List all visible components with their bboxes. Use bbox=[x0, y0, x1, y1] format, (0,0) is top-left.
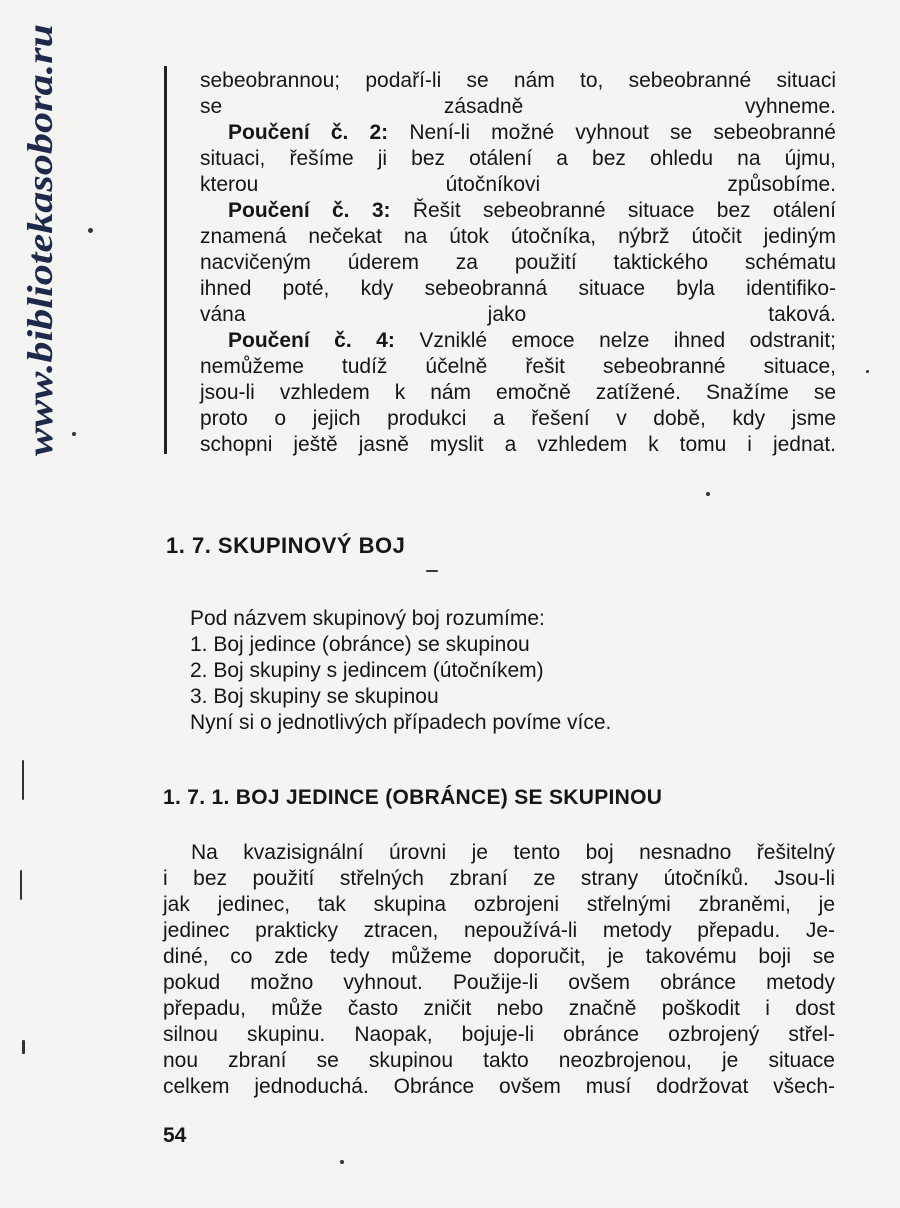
scan-speck bbox=[866, 370, 869, 373]
page-number: 54 bbox=[163, 1124, 187, 1147]
text-line: celkem jednoduchá. Obránce ovšem musí dodržovat všech- bbox=[163, 1075, 835, 1098]
watermark-graphic bbox=[14, 20, 64, 460]
text-line: jsou-li vzhledem k nám emočně zatížené. Snažíme se bbox=[200, 381, 836, 404]
text-line: silnou skupinu. Naopak, bojuje-li obránce ozbrojený střel- bbox=[163, 1023, 835, 1046]
lessons-block bbox=[200, 68, 836, 458]
text-line: kterou útočníkovi způsobíme. bbox=[200, 173, 836, 196]
quote-bar bbox=[164, 66, 167, 454]
watermark-text: www.bibliotekasobora.ru bbox=[20, 87, 60, 457]
list-item: 2. Boj skupiny s jedincem (útočníkem) bbox=[190, 659, 544, 682]
body-text bbox=[163, 840, 835, 1100]
text-line: pokud možno vyhnout. Použije-li ovšem obránce metody bbox=[163, 971, 835, 994]
text-line: se zásadně vyhneme. bbox=[200, 95, 836, 118]
text-line: Není-li možné vyhnout se sebeobranné bbox=[409, 121, 836, 144]
text-line: i bez použití střelných zbraní ze strany útočníků. Jsou-li bbox=[163, 867, 835, 890]
lesson-3-paragraph bbox=[200, 198, 836, 328]
list-intro: Pod názvem skupinový boj rozumíme: bbox=[190, 607, 545, 630]
list-outro: Nyní si o jednotlivých případech povíme více. bbox=[190, 711, 612, 734]
text-line: nacvičeným úderem za použití taktického schématu bbox=[200, 251, 836, 274]
text-line: schopni ještě jasně myslit a vzhledem k tomu i jednat. bbox=[200, 433, 836, 456]
text-line: Na kvazisignální úrovni je tento boj nesnadno řešitelný bbox=[191, 841, 835, 864]
text-line: Řešit sebeobranné situace bez otálení bbox=[412, 199, 836, 222]
lesson-2-paragraph bbox=[200, 120, 836, 198]
text-line: proto o jejich produkci a řešení v době, kdy jsme bbox=[200, 407, 836, 430]
lesson-label: Poučení č. 2: bbox=[228, 121, 389, 144]
scan-speck bbox=[22, 1040, 25, 1054]
lesson-4-paragraph bbox=[200, 328, 836, 458]
scan-speck bbox=[88, 228, 93, 233]
text-line: přepadu, může často zničit nebo značně poškodit i dost bbox=[163, 997, 835, 1020]
lesson-label: Poučení č. 4: bbox=[228, 329, 395, 352]
group-fight-list bbox=[190, 606, 750, 736]
text-line: ihned poté, kdy sebeobranná situace byla identifiko- bbox=[200, 277, 836, 300]
text-line: znamená nečekat na útok útočníka, nýbrž útočit jediným bbox=[200, 225, 836, 248]
body-paragraph bbox=[163, 840, 835, 1100]
list-item: 1. Boj jedince (obránce) se skupinou bbox=[190, 633, 530, 656]
text-line: Vzniklé emoce nelze ihned odstranit; bbox=[419, 329, 837, 352]
watermark bbox=[14, 20, 64, 460]
text-line: nou zbraní se skupinou takto neozbrojenou, je situace bbox=[163, 1049, 835, 1072]
text-line: situaci, řešíme ji bez otálení a bez ohledu na újmu, bbox=[200, 147, 836, 170]
list-item: 3. Boj skupiny se skupinou bbox=[190, 685, 439, 708]
scan-speck bbox=[340, 1160, 344, 1164]
scan-speck bbox=[426, 570, 438, 572]
text-line: vána jako taková. bbox=[200, 303, 836, 326]
lesson-label: Poučení č. 3: bbox=[228, 199, 391, 222]
text-line: sebeobrannou; podaří-li se nám to, sebeobranné situaci bbox=[200, 69, 836, 92]
text-line: jak jedinec, tak skupina ozbrojeni střelnými zbraněmi, je bbox=[163, 893, 835, 916]
scan-speck bbox=[22, 760, 24, 800]
text-line: diné, co zde tedy můžeme doporučit, je takovému boji se bbox=[163, 945, 835, 968]
section-heading: 1. 7. SKUPINOVÝ BOJ bbox=[166, 533, 406, 558]
text-line: jedinec prakticky ztracen, nepoužívá-li metody přepadu. Je- bbox=[163, 919, 835, 942]
intro-paragraph bbox=[200, 68, 836, 120]
scan-speck bbox=[706, 492, 710, 496]
scan-speck bbox=[20, 870, 22, 900]
text-line: nemůžeme tudíž účelně řešit sebeobranné situace, bbox=[200, 355, 836, 378]
scan-speck bbox=[72, 432, 76, 436]
subsection-heading: 1. 7. 1. BOJ JEDINCE (OBRÁNCE) SE SKUPINOU bbox=[163, 786, 663, 809]
